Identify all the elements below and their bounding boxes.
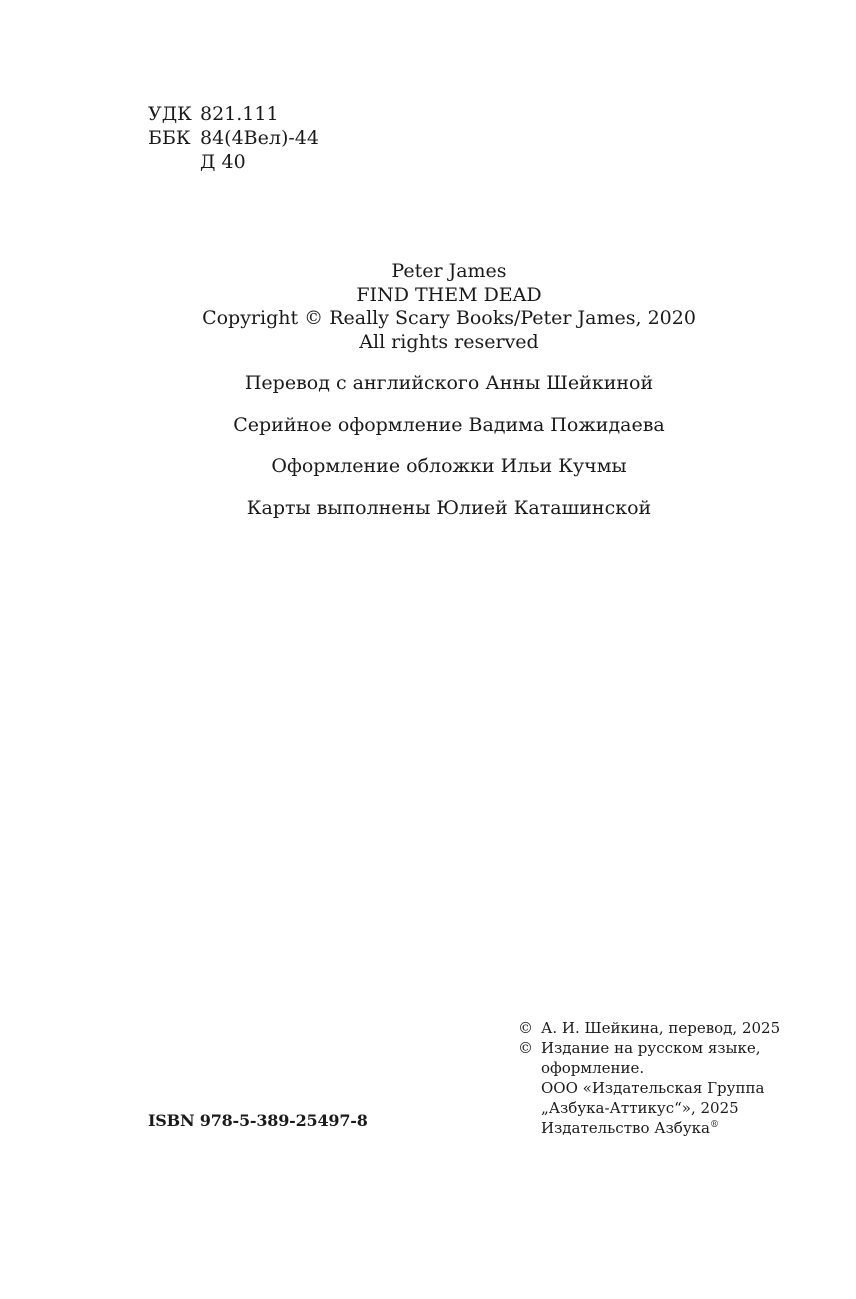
- classification-value: 821.111: [200, 103, 279, 125]
- rights-text: А. И. Шейкина, перевод, 2025: [541, 1019, 781, 1037]
- rights-reserved: All rights reserved: [359, 330, 539, 353]
- publisher-name-text: Издательство Азбука: [541, 1119, 710, 1137]
- copyright-symbol: ©: [518, 1019, 533, 1037]
- maps-credit: Карты выполнены Юлией Каташинской: [246, 496, 652, 519]
- publisher-name: [541, 1118, 719, 1138]
- registered-trademark-mark: ®: [709, 1120, 719, 1130]
- copyright-symbol: ©: [518, 1039, 533, 1057]
- copyright-symbol: [518, 1118, 541, 1138]
- rights-row: [518, 1038, 780, 1058]
- classification-key: ББК: [148, 127, 191, 149]
- classification-value: 84(4Вел)-44: [200, 127, 319, 149]
- rights-row: [518, 1098, 780, 1118]
- credits-block: [0, 260, 856, 520]
- original-title: FIND THEM DEAD: [356, 283, 542, 306]
- rights-row: [518, 1018, 780, 1038]
- classification-row-author-mark: [148, 150, 319, 174]
- translator-credit: Перевод с английского Анны Шейкиной: [244, 372, 654, 394]
- classification-row-bbk: [148, 126, 319, 150]
- rights-text: Издание на русском языке,: [541, 1039, 761, 1057]
- author-name: Peter James: [391, 260, 507, 282]
- publisher-rights-block: [518, 1018, 780, 1138]
- rights-text: оформление.: [541, 1059, 645, 1077]
- classification-key: [148, 150, 200, 174]
- copyright-symbol: [518, 1058, 541, 1078]
- classification-row-udk: [148, 102, 319, 126]
- isbn-number: ISBN 978-5-389-25497-8: [148, 1111, 368, 1130]
- cover-design-credit: Оформление обложки Ильи Кучмы: [271, 455, 627, 477]
- classification-block: [148, 102, 319, 174]
- rights-text: ООО «Издательская Группа: [541, 1079, 765, 1097]
- series-design-credit: Серийное оформление Вадима Пожидаева: [233, 413, 665, 436]
- rights-text: „Азбука-Аттикус“», 2025: [541, 1099, 739, 1117]
- rights-row: [518, 1058, 780, 1078]
- copyright-line: Copyright © Really Scary Books/Peter James, 2020: [202, 307, 696, 329]
- classification-key: УДК: [148, 103, 192, 125]
- rights-row: [518, 1078, 780, 1098]
- copyright-symbol: [518, 1098, 541, 1118]
- classification-value: Д 40: [200, 151, 246, 173]
- copyright-symbol: [518, 1078, 541, 1098]
- rights-row: [518, 1118, 780, 1138]
